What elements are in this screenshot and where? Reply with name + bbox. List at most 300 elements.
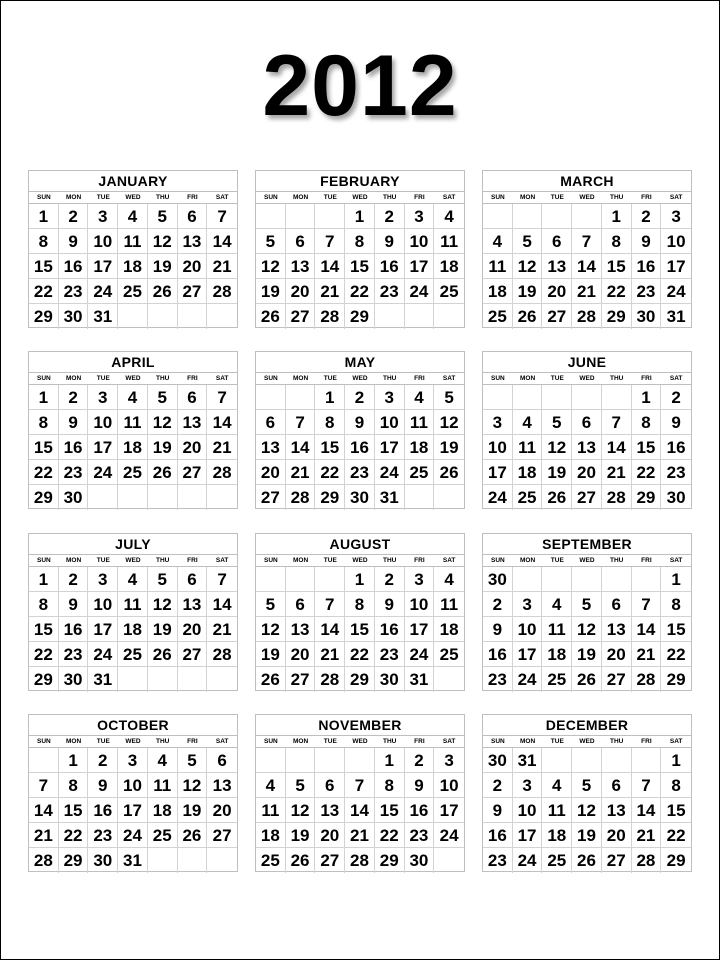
weekday-label: THU bbox=[383, 738, 397, 745]
day-cell: 30 bbox=[59, 304, 89, 329]
day-cell: 22 bbox=[345, 642, 375, 667]
day-cell: 5 bbox=[434, 385, 464, 410]
day-cell: 8 bbox=[315, 410, 345, 435]
weekday-label: TUE bbox=[550, 738, 564, 745]
day-cell: 2 bbox=[375, 204, 405, 229]
empty-day-cell bbox=[178, 848, 208, 873]
weekday-label: WED bbox=[352, 375, 368, 382]
day-cell: 4 bbox=[513, 410, 543, 435]
day-cell: 22 bbox=[661, 823, 691, 848]
day-cell: 24 bbox=[434, 823, 464, 848]
day-cell: 18 bbox=[118, 435, 148, 460]
day-cell: 18 bbox=[148, 798, 178, 823]
day-cell: 7 bbox=[207, 204, 237, 229]
day-cell: 25 bbox=[118, 460, 148, 485]
weekday-label: SUN bbox=[36, 375, 51, 382]
weekday-label: SAT bbox=[215, 557, 229, 564]
empty-day-cell bbox=[178, 485, 208, 510]
day-cell: 13 bbox=[286, 617, 316, 642]
day-cell: 30 bbox=[632, 304, 662, 329]
day-cell: 2 bbox=[59, 385, 89, 410]
day-cell: 26 bbox=[434, 460, 464, 485]
day-cell: 7 bbox=[572, 229, 602, 254]
day-cell: 29 bbox=[375, 848, 405, 873]
day-cell: 4 bbox=[148, 748, 178, 773]
day-cell: 1 bbox=[29, 385, 59, 410]
day-cell: 26 bbox=[148, 642, 178, 667]
day-cell: 19 bbox=[256, 642, 286, 667]
day-cell: 27 bbox=[286, 667, 316, 692]
weekday-label: SUN bbox=[263, 194, 278, 201]
weekday-label: FRI bbox=[414, 738, 425, 745]
weekday-label: FRI bbox=[414, 557, 425, 564]
empty-day-cell bbox=[542, 748, 572, 773]
day-cell: 17 bbox=[88, 435, 118, 460]
month-april bbox=[28, 351, 238, 509]
day-cell: 15 bbox=[315, 435, 345, 460]
day-cell: 5 bbox=[513, 229, 543, 254]
weekday-label: SUN bbox=[263, 375, 278, 382]
day-cell: 8 bbox=[375, 773, 405, 798]
day-cell: 22 bbox=[632, 460, 662, 485]
day-cell: 13 bbox=[602, 798, 632, 823]
day-cell: 29 bbox=[29, 304, 59, 329]
day-cell: 22 bbox=[29, 642, 59, 667]
day-cell: 7 bbox=[315, 592, 345, 617]
empty-day-cell bbox=[256, 385, 286, 410]
day-cell: 15 bbox=[602, 254, 632, 279]
day-cell: 6 bbox=[572, 410, 602, 435]
day-cell: 21 bbox=[345, 823, 375, 848]
day-cell: 11 bbox=[434, 592, 464, 617]
day-grid bbox=[29, 748, 237, 873]
day-cell: 1 bbox=[29, 567, 59, 592]
day-cell: 3 bbox=[88, 204, 118, 229]
empty-day-cell bbox=[148, 304, 178, 329]
day-cell: 11 bbox=[483, 254, 513, 279]
month-october bbox=[28, 714, 238, 872]
weekday-header bbox=[483, 555, 691, 567]
day-cell: 18 bbox=[542, 823, 572, 848]
day-cell: 3 bbox=[405, 567, 435, 592]
day-cell: 20 bbox=[315, 823, 345, 848]
day-cell: 26 bbox=[572, 848, 602, 873]
day-cell: 9 bbox=[483, 798, 513, 823]
day-cell: 8 bbox=[29, 592, 59, 617]
day-cell: 26 bbox=[148, 460, 178, 485]
month-name: SEPTEMBER bbox=[483, 534, 691, 555]
day-cell: 1 bbox=[375, 748, 405, 773]
weekday-header bbox=[29, 192, 237, 204]
day-cell: 30 bbox=[59, 485, 89, 510]
day-cell: 8 bbox=[29, 229, 59, 254]
day-cell: 18 bbox=[483, 279, 513, 304]
day-cell: 6 bbox=[207, 748, 237, 773]
empty-day-cell bbox=[286, 385, 316, 410]
weekday-label: THU bbox=[383, 557, 397, 564]
month-november bbox=[255, 714, 465, 872]
day-cell: 11 bbox=[513, 435, 543, 460]
day-cell: 18 bbox=[118, 254, 148, 279]
day-cell: 9 bbox=[375, 229, 405, 254]
day-cell: 17 bbox=[513, 642, 543, 667]
day-cell: 4 bbox=[118, 567, 148, 592]
day-cell: 10 bbox=[483, 435, 513, 460]
empty-day-cell bbox=[148, 485, 178, 510]
day-cell: 6 bbox=[178, 385, 208, 410]
empty-day-cell bbox=[178, 304, 208, 329]
weekday-label: MON bbox=[519, 738, 536, 745]
weekday-label: SAT bbox=[442, 194, 456, 201]
day-cell: 14 bbox=[29, 798, 59, 823]
day-cell: 10 bbox=[88, 592, 118, 617]
weekday-label: TUE bbox=[323, 375, 337, 382]
day-cell: 19 bbox=[148, 254, 178, 279]
weekday-header bbox=[483, 736, 691, 748]
weekday-label: MON bbox=[292, 375, 309, 382]
weekday-label: TUE bbox=[550, 375, 564, 382]
day-cell: 5 bbox=[148, 385, 178, 410]
weekday-header bbox=[256, 192, 464, 204]
day-cell: 23 bbox=[405, 823, 435, 848]
weekday-label: THU bbox=[383, 375, 397, 382]
day-cell: 28 bbox=[632, 667, 662, 692]
weekday-label: SAT bbox=[442, 557, 456, 564]
day-cell: 7 bbox=[632, 773, 662, 798]
day-cell: 6 bbox=[542, 229, 572, 254]
weekday-label: SUN bbox=[263, 557, 278, 564]
day-cell: 27 bbox=[178, 279, 208, 304]
empty-day-cell bbox=[483, 204, 513, 229]
weekday-header bbox=[29, 555, 237, 567]
day-cell: 27 bbox=[315, 848, 345, 873]
day-cell: 25 bbox=[513, 485, 543, 510]
day-cell: 12 bbox=[178, 773, 208, 798]
day-cell: 2 bbox=[88, 748, 118, 773]
day-cell: 7 bbox=[602, 410, 632, 435]
day-cell: 2 bbox=[345, 385, 375, 410]
weekday-label: WED bbox=[352, 194, 368, 201]
day-cell: 31 bbox=[118, 848, 148, 873]
day-cell: 12 bbox=[434, 410, 464, 435]
weekday-label: MON bbox=[519, 194, 536, 201]
day-cell: 30 bbox=[483, 748, 513, 773]
empty-day-cell bbox=[632, 748, 662, 773]
day-cell: 21 bbox=[207, 254, 237, 279]
day-cell: 7 bbox=[29, 773, 59, 798]
empty-day-cell bbox=[207, 848, 237, 873]
day-cell: 26 bbox=[256, 667, 286, 692]
day-cell: 27 bbox=[602, 848, 632, 873]
year-title: 2012 bbox=[262, 38, 458, 134]
day-cell: 20 bbox=[207, 798, 237, 823]
month-january bbox=[28, 170, 238, 328]
day-cell: 20 bbox=[572, 460, 602, 485]
day-cell: 20 bbox=[178, 435, 208, 460]
empty-day-cell bbox=[542, 204, 572, 229]
weekday-label: TUE bbox=[550, 194, 564, 201]
day-cell: 30 bbox=[59, 667, 89, 692]
day-cell: 9 bbox=[405, 773, 435, 798]
empty-day-cell bbox=[602, 748, 632, 773]
day-cell: 29 bbox=[29, 667, 59, 692]
day-cell: 10 bbox=[513, 617, 543, 642]
empty-day-cell bbox=[483, 385, 513, 410]
day-cell: 1 bbox=[345, 567, 375, 592]
day-cell: 24 bbox=[513, 848, 543, 873]
day-cell: 17 bbox=[375, 435, 405, 460]
day-cell: 23 bbox=[483, 848, 513, 873]
day-cell: 31 bbox=[405, 667, 435, 692]
month-name: APRIL bbox=[29, 352, 237, 373]
day-cell: 24 bbox=[88, 642, 118, 667]
month-december bbox=[482, 714, 692, 872]
day-cell: 19 bbox=[286, 823, 316, 848]
day-cell: 9 bbox=[88, 773, 118, 798]
weekday-label: MON bbox=[519, 557, 536, 564]
weekday-label: THU bbox=[156, 194, 170, 201]
day-cell: 15 bbox=[29, 254, 59, 279]
day-cell: 21 bbox=[207, 617, 237, 642]
day-cell: 22 bbox=[315, 460, 345, 485]
empty-day-cell bbox=[513, 567, 543, 592]
day-cell: 17 bbox=[88, 254, 118, 279]
day-cell: 7 bbox=[315, 229, 345, 254]
weekday-label: SAT bbox=[215, 375, 229, 382]
empty-day-cell bbox=[572, 567, 602, 592]
day-cell: 23 bbox=[483, 667, 513, 692]
day-cell: 15 bbox=[375, 798, 405, 823]
day-cell: 5 bbox=[286, 773, 316, 798]
weekday-label: WED bbox=[352, 738, 368, 745]
day-cell: 25 bbox=[542, 667, 572, 692]
day-cell: 17 bbox=[88, 617, 118, 642]
day-cell: 18 bbox=[513, 460, 543, 485]
weekday-label: WED bbox=[125, 375, 141, 382]
weekday-label: SAT bbox=[442, 738, 456, 745]
day-cell: 20 bbox=[256, 460, 286, 485]
day-cell: 15 bbox=[59, 798, 89, 823]
day-cell: 20 bbox=[286, 642, 316, 667]
day-cell: 2 bbox=[375, 567, 405, 592]
day-cell: 18 bbox=[256, 823, 286, 848]
weekday-label: SAT bbox=[669, 738, 683, 745]
empty-day-cell bbox=[118, 485, 148, 510]
day-cell: 11 bbox=[118, 592, 148, 617]
day-cell: 26 bbox=[256, 304, 286, 329]
empty-day-cell bbox=[632, 567, 662, 592]
month-july bbox=[28, 533, 238, 691]
day-cell: 15 bbox=[345, 254, 375, 279]
empty-day-cell bbox=[345, 748, 375, 773]
day-grid bbox=[483, 567, 691, 692]
day-cell: 30 bbox=[483, 567, 513, 592]
weekday-label: SAT bbox=[215, 194, 229, 201]
weekday-label: SAT bbox=[669, 375, 683, 382]
day-cell: 17 bbox=[118, 798, 148, 823]
weekday-label: SUN bbox=[36, 194, 51, 201]
day-cell: 20 bbox=[602, 642, 632, 667]
month-may bbox=[255, 351, 465, 509]
weekday-label: THU bbox=[156, 375, 170, 382]
day-cell: 27 bbox=[542, 304, 572, 329]
day-cell: 24 bbox=[88, 460, 118, 485]
weekday-label: FRI bbox=[187, 194, 198, 201]
day-cell: 16 bbox=[632, 254, 662, 279]
day-cell: 7 bbox=[345, 773, 375, 798]
weekday-label: WED bbox=[579, 738, 595, 745]
day-cell: 22 bbox=[345, 279, 375, 304]
weekday-label: FRI bbox=[187, 557, 198, 564]
day-cell: 4 bbox=[434, 204, 464, 229]
weekday-label: THU bbox=[610, 375, 624, 382]
day-cell: 25 bbox=[405, 460, 435, 485]
day-cell: 30 bbox=[88, 848, 118, 873]
day-cell: 25 bbox=[148, 823, 178, 848]
day-cell: 24 bbox=[375, 460, 405, 485]
day-cell: 22 bbox=[375, 823, 405, 848]
month-march bbox=[482, 170, 692, 328]
day-cell: 5 bbox=[572, 773, 602, 798]
day-cell: 19 bbox=[572, 823, 602, 848]
day-cell: 12 bbox=[572, 798, 602, 823]
empty-day-cell bbox=[405, 485, 435, 510]
day-cell: 19 bbox=[148, 617, 178, 642]
day-cell: 16 bbox=[405, 798, 435, 823]
empty-day-cell bbox=[542, 385, 572, 410]
day-cell: 10 bbox=[405, 592, 435, 617]
day-cell: 8 bbox=[29, 410, 59, 435]
day-grid bbox=[483, 385, 691, 510]
day-cell: 5 bbox=[148, 567, 178, 592]
day-cell: 11 bbox=[256, 798, 286, 823]
weekday-header bbox=[483, 192, 691, 204]
empty-day-cell bbox=[256, 748, 286, 773]
empty-day-cell bbox=[207, 485, 237, 510]
day-cell: 17 bbox=[513, 823, 543, 848]
day-cell: 19 bbox=[148, 435, 178, 460]
day-cell: 16 bbox=[375, 254, 405, 279]
day-cell: 4 bbox=[118, 204, 148, 229]
day-cell: 22 bbox=[29, 279, 59, 304]
day-cell: 13 bbox=[178, 229, 208, 254]
day-cell: 3 bbox=[88, 385, 118, 410]
day-cell: 16 bbox=[88, 798, 118, 823]
day-cell: 13 bbox=[315, 798, 345, 823]
month-september bbox=[482, 533, 692, 691]
empty-day-cell bbox=[434, 485, 464, 510]
day-cell: 13 bbox=[178, 410, 208, 435]
day-cell: 29 bbox=[29, 485, 59, 510]
day-cell: 6 bbox=[602, 773, 632, 798]
month-name: FEBRUARY bbox=[256, 171, 464, 192]
weekday-label: SAT bbox=[442, 375, 456, 382]
day-cell: 3 bbox=[483, 410, 513, 435]
month-name: JUNE bbox=[483, 352, 691, 373]
day-cell: 5 bbox=[148, 204, 178, 229]
day-cell: 10 bbox=[661, 229, 691, 254]
day-cell: 3 bbox=[405, 204, 435, 229]
day-cell: 31 bbox=[88, 304, 118, 329]
weekday-label: TUE bbox=[550, 557, 564, 564]
day-grid bbox=[256, 567, 464, 692]
day-cell: 16 bbox=[59, 435, 89, 460]
day-cell: 21 bbox=[315, 642, 345, 667]
empty-day-cell bbox=[286, 748, 316, 773]
weekday-label: MON bbox=[292, 194, 309, 201]
empty-day-cell bbox=[256, 204, 286, 229]
day-cell: 8 bbox=[632, 410, 662, 435]
day-cell: 22 bbox=[59, 823, 89, 848]
day-cell: 14 bbox=[602, 435, 632, 460]
day-cell: 8 bbox=[59, 773, 89, 798]
day-cell: 14 bbox=[207, 592, 237, 617]
day-cell: 26 bbox=[148, 279, 178, 304]
day-cell: 23 bbox=[59, 279, 89, 304]
day-cell: 30 bbox=[666, 488, 686, 507]
empty-day-cell bbox=[434, 667, 464, 692]
day-cell: 6 bbox=[315, 773, 345, 798]
day-cell: 20 bbox=[178, 617, 208, 642]
day-cell: 17 bbox=[661, 254, 691, 279]
day-cell: 20 bbox=[178, 254, 208, 279]
day-cell: 24 bbox=[483, 485, 513, 510]
day-cell: 13 bbox=[286, 254, 316, 279]
day-cell: 10 bbox=[118, 773, 148, 798]
day-cell: 4 bbox=[483, 229, 513, 254]
weekday-label: SUN bbox=[263, 738, 278, 745]
day-cell: 14 bbox=[632, 798, 662, 823]
day-cell: 26 bbox=[178, 823, 208, 848]
weekday-label: WED bbox=[579, 194, 595, 201]
month-february bbox=[255, 170, 465, 328]
weekday-label: TUE bbox=[96, 194, 110, 201]
day-cell: 11 bbox=[405, 410, 435, 435]
day-cell: 6 bbox=[602, 592, 632, 617]
day-cell: 23 bbox=[632, 279, 662, 304]
empty-day-cell bbox=[88, 485, 118, 510]
weekday-label: FRI bbox=[187, 738, 198, 745]
empty-day-cell bbox=[148, 848, 178, 873]
day-cell: 23 bbox=[345, 460, 375, 485]
weekday-header bbox=[256, 555, 464, 567]
day-cell: 10 bbox=[405, 229, 435, 254]
weekday-label: TUE bbox=[96, 375, 110, 382]
day-cell: 6 bbox=[256, 410, 286, 435]
empty-day-cell bbox=[513, 204, 543, 229]
day-cell: 11 bbox=[434, 229, 464, 254]
weekday-label: SAT bbox=[669, 557, 683, 564]
month-name: JANUARY bbox=[29, 171, 237, 192]
day-cell: 9 bbox=[483, 617, 513, 642]
day-cell: 26 bbox=[542, 485, 572, 510]
day-cell: 28 bbox=[286, 485, 316, 510]
day-cell: 31 bbox=[88, 667, 118, 692]
day-cell: 3 bbox=[88, 567, 118, 592]
day-cell: 2 bbox=[405, 748, 435, 773]
month-name: JULY bbox=[29, 534, 237, 555]
weekday-label: SUN bbox=[36, 738, 51, 745]
day-cell: 3 bbox=[513, 773, 543, 798]
month-name: DECEMBER bbox=[483, 715, 691, 736]
day-cell: 29 bbox=[632, 485, 662, 510]
weekday-label: SUN bbox=[490, 375, 505, 382]
day-cell: 24 bbox=[661, 279, 691, 304]
empty-day-cell bbox=[572, 748, 602, 773]
day-cell: 9 bbox=[632, 229, 662, 254]
weekday-header bbox=[29, 373, 237, 385]
day-cell: 11 bbox=[542, 617, 572, 642]
